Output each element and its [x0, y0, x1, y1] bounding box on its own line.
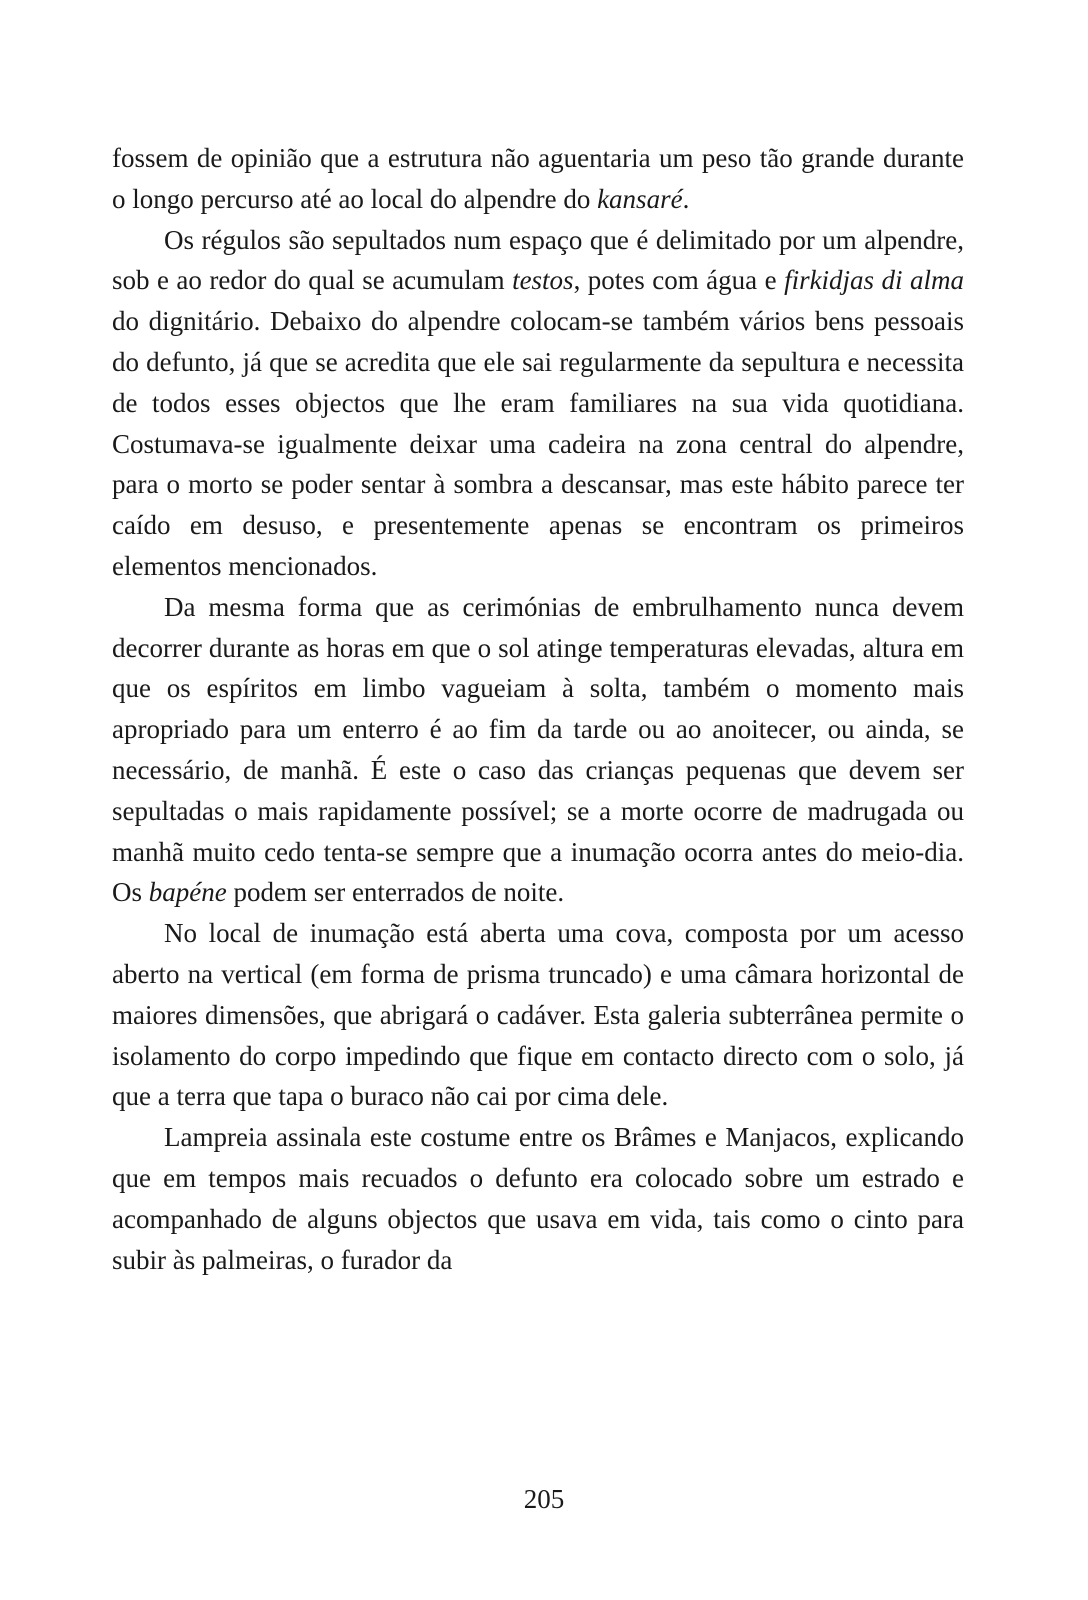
paragraph-1: fossem de opinião que a estrutura não aguentaria um peso tão grande durante o longo percurso até ao local do alpendre do kansaré. — [112, 143, 964, 214]
page-body — [112, 138, 964, 1280]
italic-term-kansare: kansaré — [597, 183, 683, 214]
paragraph-4: No local de inumação está aberta uma cova, composta por um acesso aberto na vertical (em forma de prisma truncado) e uma câmara horizontal de maiores dimensões, que abrigará o cadáver. Esta galeria subterrânea permite o isolamento do corpo impedindo que fique em contacto directo com o solo, já que a terra que tapa o buraco não cai por cima dele. — [112, 918, 964, 1112]
paragraph-2: Os régulos são sepultados num espaço que é delimitado por um alpendre, sob e ao redor do qual se acumulam testos, potes com água e firkidjas di alma do dignitário. Debaixo do alpendre colocam-se também vários bens pessoais do defunto, já que se acredita que ele sai regularmente da sepultura e necessita de todos esses objectos que lhe eram familiares na sua vida quotidiana. Costumava-se igualmente deixar uma cadeira na zona central do alpendre, para o morto se poder sentar à sombra a descansar, mas este hábito parece ter caído em desuso, e presentemente apenas se encontram os primeiros elementos mencionados. — [112, 224, 964, 581]
italic-term-bapene: bapéne — [148, 877, 227, 908]
paragraph-5: Lampreia assinala este costume entre os Brâmes e Manjacos, explicando que em tempos mais recuados o defunto era colocado sobre um estrado e acompanhado de alguns objectos que usava em vida, tais como o cinto para subir às palmeiras, o furador da — [112, 1122, 964, 1275]
page-number: 205 — [523, 1484, 565, 1514]
italic-term-firkidjas: firkidjas di alma — [784, 265, 964, 296]
paragraph-3: Da mesma forma que as cerimónias de embrulhamento nunca devem decorrer durante as horas em que o sol atinge temperaturas elevadas, altura em que os espíritos em limbo vagueiam à solta, também o momento mais apropriado para um enterro é ao fim da tarde ou ao anoitecer, ou ainda, se necessário, de manhã. É este o caso das crianças pequenas que devem ser sepultadas o mais rapidamente possível; se a morte ocorre de madrugada ou manhã muito cedo tenta-se sempre que a inumação ocorra antes do meio-dia. Os bapéne podem ser enterrados de noite. — [112, 591, 964, 908]
italic-term-testos: testos — [512, 265, 574, 296]
